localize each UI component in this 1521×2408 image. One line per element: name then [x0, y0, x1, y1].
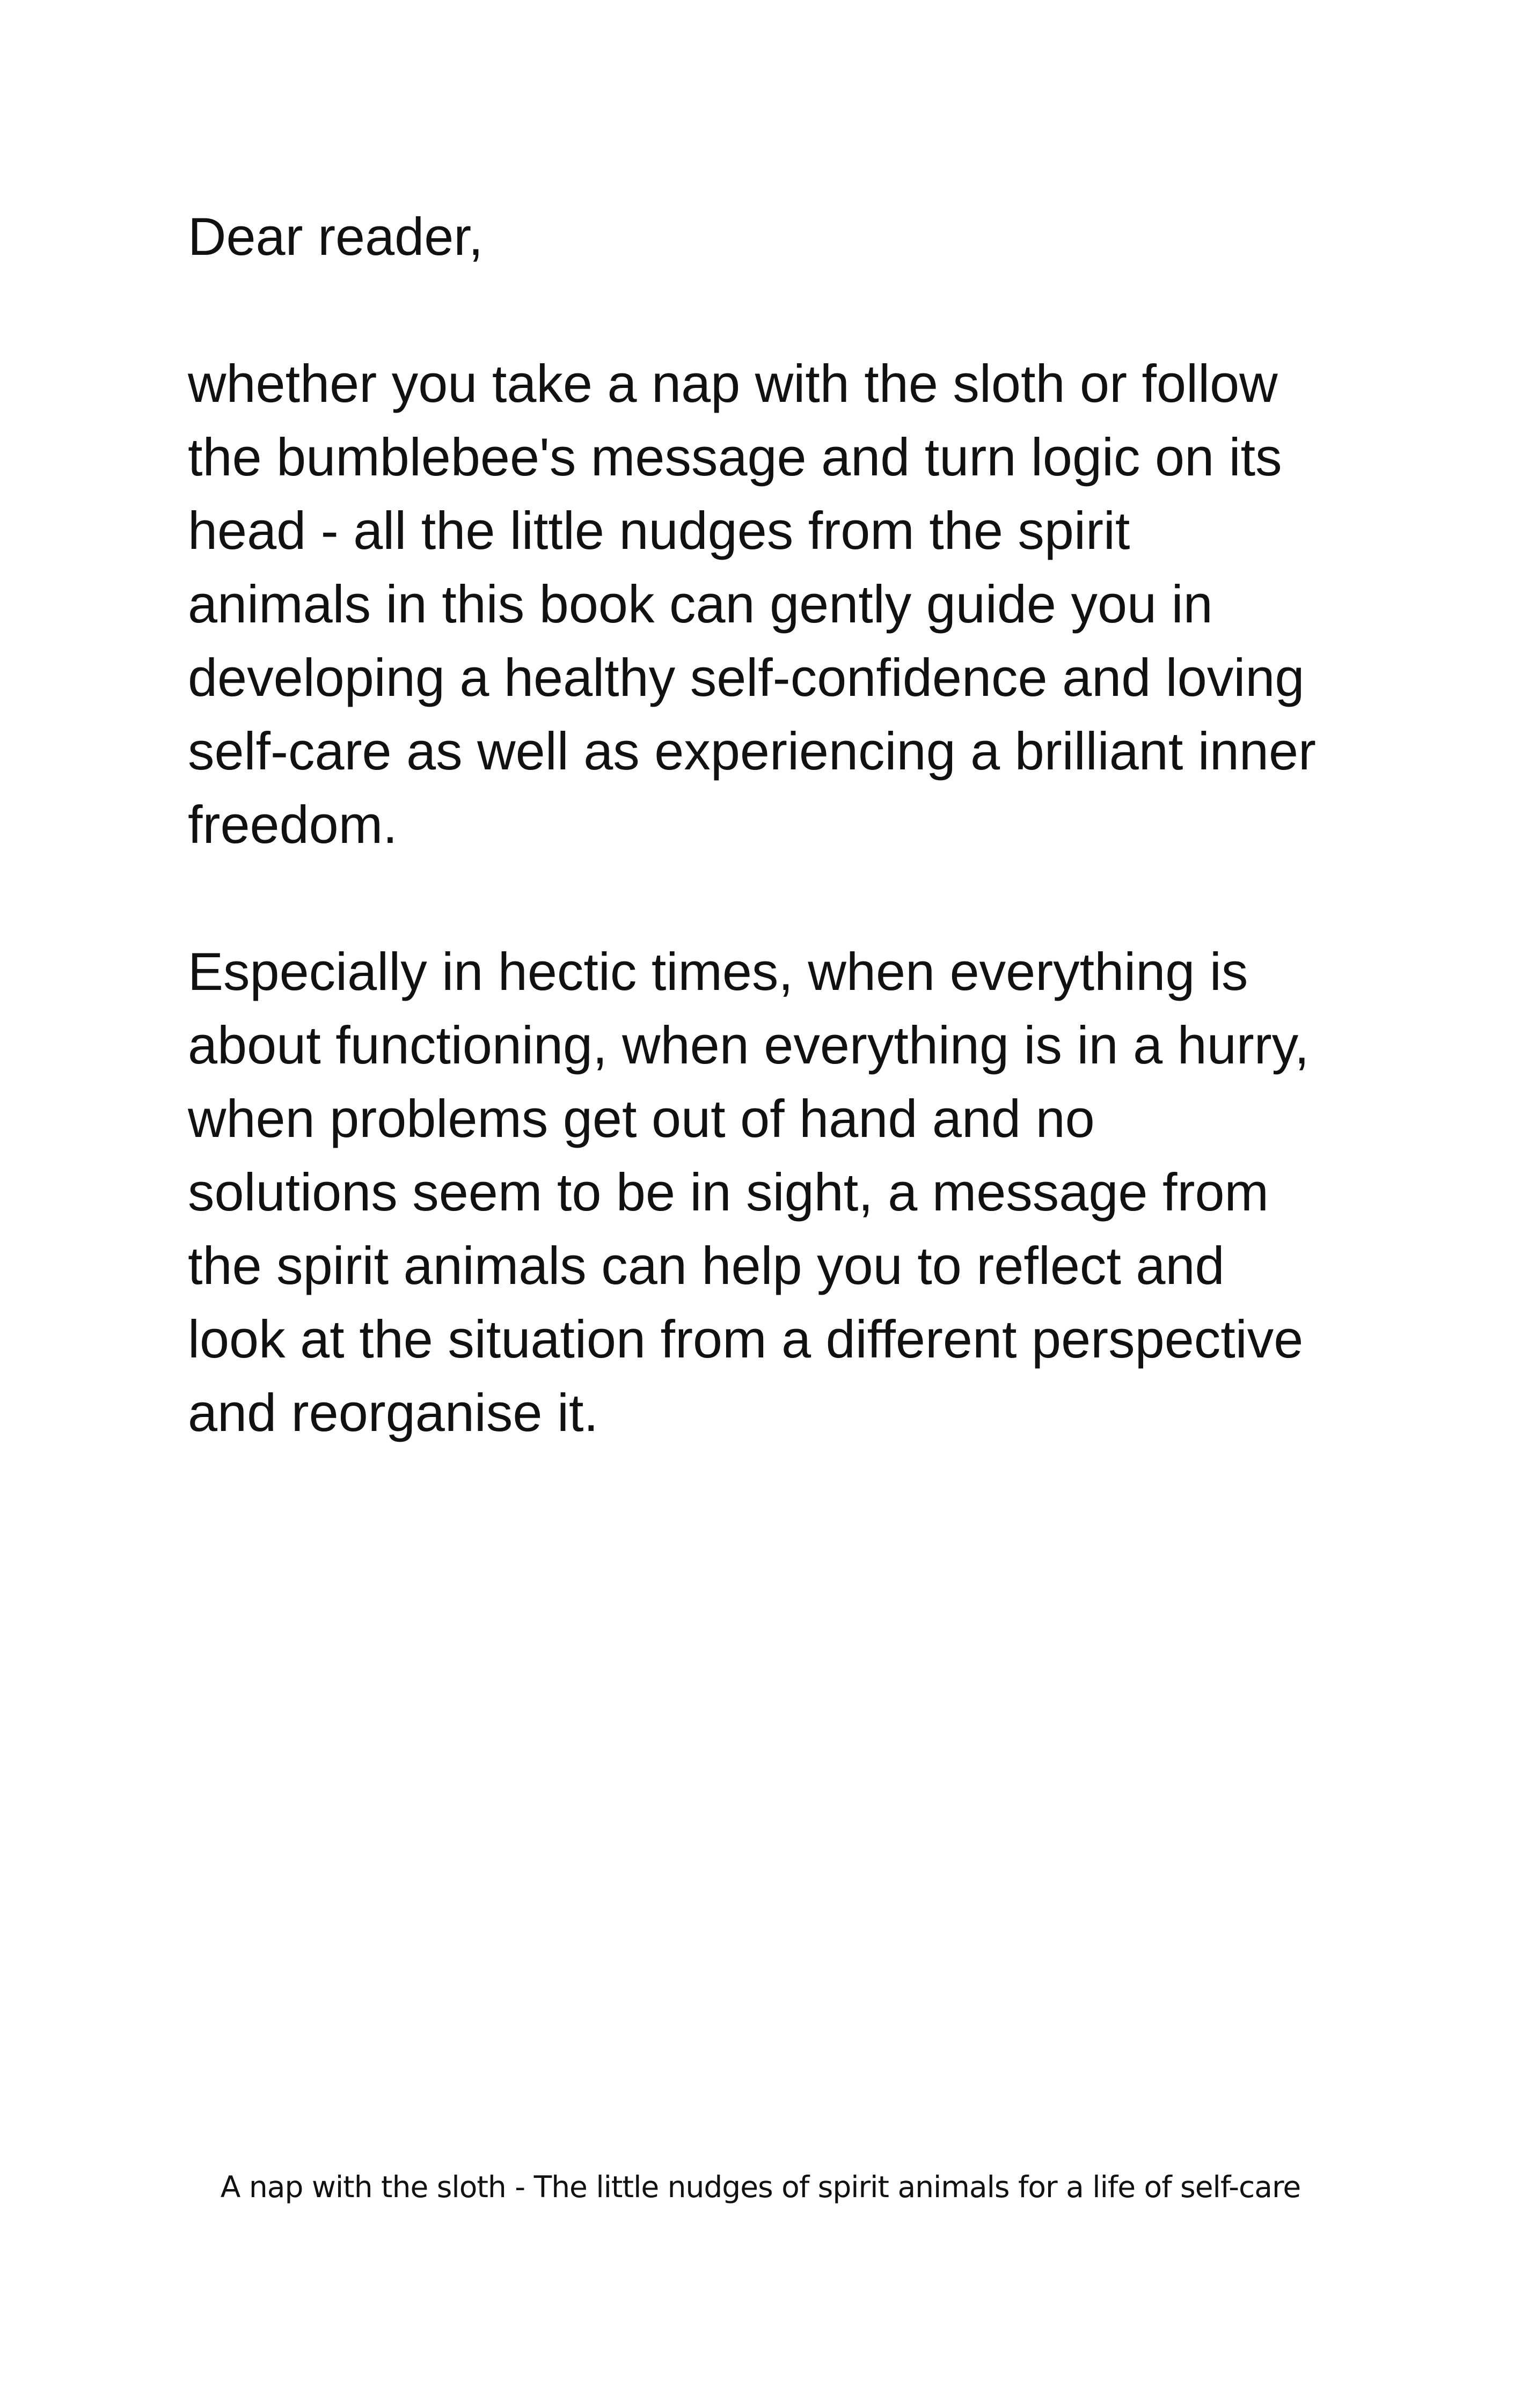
- paragraph-line: solutions seem to be in sight, a message from: [188, 1162, 1269, 1222]
- running-footer: A nap with the sloth - The little nudges of spirit animals for a life of self-care: [220, 2170, 1301, 2204]
- letter-body: [188, 200, 1358, 1449]
- paragraph-line: and reorganise it.: [188, 1383, 598, 1442]
- paragraph-2: [188, 935, 1358, 1449]
- paragraph-line: head - all the little nudges from the spirit: [188, 501, 1130, 560]
- salutation: Dear reader,: [188, 207, 484, 266]
- paragraph-line: about functioning, when everything is in a hurry,: [188, 1015, 1310, 1075]
- paragraph-line: self-care as well as experiencing a brilliant inner: [188, 721, 1317, 781]
- paragraph-line: developing a healthy self-confidence and loving: [188, 648, 1305, 707]
- paragraph-line: animals in this book can gently guide you in: [188, 574, 1213, 634]
- paragraph-line: whether you take a nap with the sloth or follow: [188, 354, 1278, 413]
- paragraph-line: the bumblebee's message and turn logic on its: [188, 427, 1282, 487]
- paragraph-1: [188, 347, 1358, 861]
- paragraph-line: look at the situation from a different perspective: [188, 1309, 1304, 1369]
- paragraph-line: when problems get out of hand and no: [188, 1089, 1095, 1148]
- paragraph-line: Especially in hectic times, when everything is: [188, 942, 1248, 1001]
- paragraph-line: freedom.: [188, 795, 398, 854]
- paragraph-line: the spirit animals can help you to reflect and: [188, 1236, 1225, 1295]
